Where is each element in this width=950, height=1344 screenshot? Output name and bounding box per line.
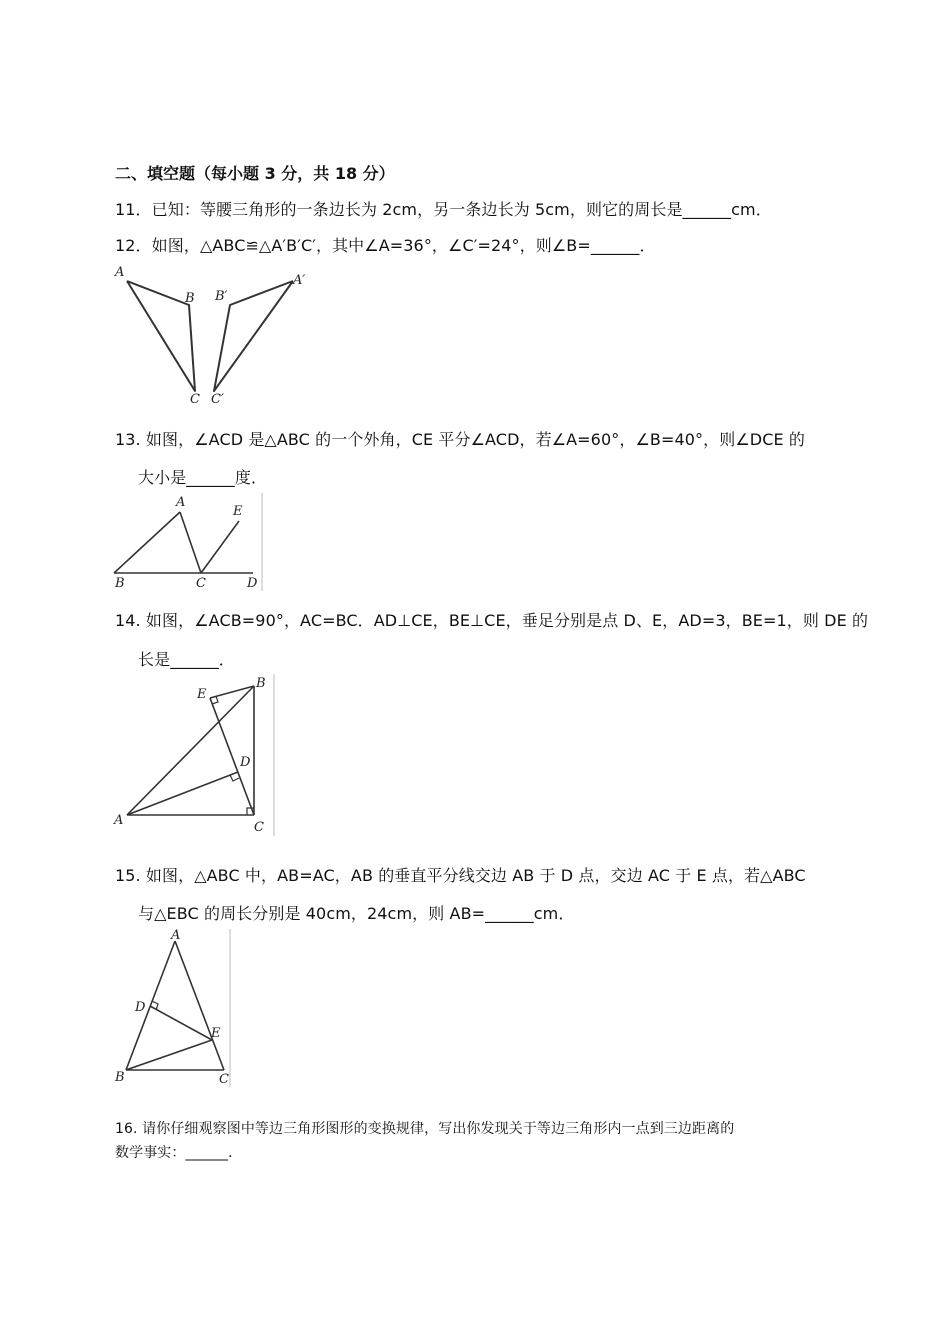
label-A: A <box>176 495 186 510</box>
label-C: C <box>219 1072 229 1087</box>
question-16-line1: 16. 请你仔细观察图中等边三角形图形的变换规律，写出你发现关于等边三角形内一点到三边距离的 <box>115 1121 735 1137</box>
label-E: E <box>197 687 207 702</box>
label-B-prime: B′ <box>215 289 228 304</box>
label-B: B <box>185 291 195 306</box>
segment-AB <box>127 686 254 815</box>
question-15-line2: 与△EBC 的周长分别是 40cm，24cm，则 AB=______cm． <box>138 904 575 923</box>
question-14-line1: 14. 如图，∠ACB=90°，AC=BC．AD⊥CE，BE⊥CE，垂足分别是点 D、E，AD=3，BE=1，则 DE 的 <box>115 611 869 630</box>
right-angle-D <box>230 775 239 781</box>
question-16-line2: 数学事实：______． <box>115 1145 243 1161</box>
question-12: 12．如图，△ABC≌△A′B′C′，其中∠A=36°，∠C′=24°，则∠B=______． <box>115 236 656 255</box>
figure-15 <box>113 929 231 1087</box>
figure-14 <box>113 674 275 836</box>
segment-DE <box>150 1006 212 1040</box>
label-B: B <box>115 576 125 591</box>
label-D: D <box>135 1000 146 1015</box>
figure-12 <box>113 262 310 404</box>
question-14-line2: 长是______． <box>138 650 235 669</box>
label-B: B <box>115 1070 125 1085</box>
label-C: C <box>254 820 264 835</box>
question-13-line1: 13. 如图，∠ACD 是△ABC 的一个外角，CE 平分∠ACD，若∠A=60°，∠B=40°，则∠DCE 的 <box>115 430 805 449</box>
label-A: A <box>114 813 124 828</box>
label-A: A <box>171 929 181 943</box>
label-C: C <box>190 392 200 404</box>
label-C-prime: C′ <box>211 392 224 404</box>
label-D: D <box>247 576 258 591</box>
ray-CE <box>201 521 239 573</box>
segment-BA <box>114 512 180 573</box>
question-13-line2: 大小是______度． <box>138 468 268 487</box>
section-title: 二、填空题（每小题 3 分，共 18 分） <box>115 164 395 183</box>
label-E: E <box>211 1026 221 1041</box>
label-B: B <box>256 676 266 691</box>
segment-AD <box>127 772 238 815</box>
segment-BE <box>126 1040 212 1070</box>
label-D: D <box>240 755 251 770</box>
question-11: 11．已知：等腰三角形的一条边长为 2cm，另一条边长为 5cm，则它的周长是______cm． <box>115 200 772 219</box>
label-A: A <box>115 265 125 280</box>
segment-AC <box>180 512 201 573</box>
figure-13 <box>113 493 263 591</box>
label-E: E <box>233 504 243 519</box>
label-C: C <box>196 576 206 591</box>
question-15-line1: 15. 如图，△ABC 中，AB=AC，AB 的垂直平分线交边 AB 于 D 点，交边 AC 于 E 点，若△ABC <box>115 866 806 885</box>
label-A-prime: A′ <box>293 273 306 288</box>
